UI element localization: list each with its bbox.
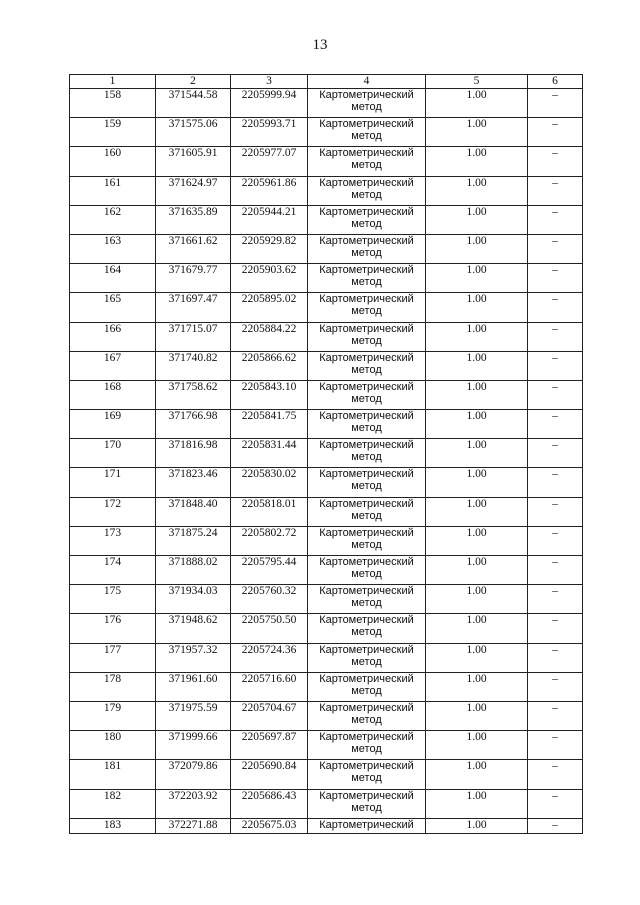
x-coordinate-cell: 371999.66 xyxy=(156,731,231,760)
table-row xyxy=(70,614,583,643)
method-cell xyxy=(308,89,426,118)
method-line-1: Картометрический xyxy=(319,701,414,714)
method-line-2: метод xyxy=(351,246,382,259)
note-cell: – xyxy=(528,731,583,760)
method-cell xyxy=(308,497,426,526)
note-cell: – xyxy=(528,380,583,409)
method-line-1: Картометрический xyxy=(319,468,414,481)
method-line-2: метод xyxy=(351,101,382,113)
method-line-1: Картометрический xyxy=(319,614,414,627)
method-cell xyxy=(308,556,426,585)
x-coordinate-cell: 372203.92 xyxy=(156,789,231,818)
accuracy-cell: 1.00 xyxy=(426,789,528,818)
x-coordinate-cell: 371697.47 xyxy=(156,293,231,322)
table-row xyxy=(70,701,583,730)
table-row xyxy=(70,118,583,147)
method-line-2: метод xyxy=(351,276,382,289)
y-coordinate-cell: 2205690.84 xyxy=(231,760,308,789)
table-header-row xyxy=(70,75,583,89)
table-row xyxy=(70,176,583,205)
y-coordinate-cell: 2205884.22 xyxy=(231,322,308,351)
y-coordinate-cell: 2205830.02 xyxy=(231,468,308,497)
method-line-2: метод xyxy=(351,509,382,522)
y-coordinate-cell: 2205760.32 xyxy=(231,585,308,614)
method-line-1: Картометрический xyxy=(319,234,414,247)
method-line-2: метод xyxy=(351,597,382,610)
point-number-cell: 171 xyxy=(70,468,156,497)
column-header-point-number: 1 xyxy=(70,75,156,89)
accuracy-cell: 1.00 xyxy=(426,234,528,263)
x-coordinate-cell: 371816.98 xyxy=(156,439,231,468)
table-row xyxy=(70,585,583,614)
table-row xyxy=(70,497,583,526)
method-line-1: Картометрический xyxy=(319,264,414,277)
accuracy-cell: 1.00 xyxy=(426,701,528,730)
point-number-cell: 177 xyxy=(70,643,156,672)
table-row xyxy=(70,264,583,293)
method-line-2: метод xyxy=(351,568,382,580)
method-line-1: Картометрический xyxy=(319,818,414,831)
note-cell: – xyxy=(528,614,583,643)
accuracy-cell: 1.00 xyxy=(426,818,528,833)
x-coordinate-cell: 371975.59 xyxy=(156,701,231,730)
point-number-cell: 179 xyxy=(70,701,156,730)
x-coordinate-cell: 371875.24 xyxy=(156,526,231,555)
method-cell xyxy=(308,643,426,672)
x-coordinate-cell: 371575.06 xyxy=(156,118,231,147)
point-number-cell: 163 xyxy=(70,234,156,263)
method-line-1: Картометрический xyxy=(319,380,414,393)
accuracy-cell: 1.00 xyxy=(426,556,528,585)
point-number-cell: 169 xyxy=(70,410,156,439)
point-number-cell: 181 xyxy=(70,760,156,789)
x-coordinate-cell: 371605.91 xyxy=(156,147,231,176)
y-coordinate-cell: 2205903.62 xyxy=(231,264,308,293)
x-coordinate-cell: 372271.88 xyxy=(156,818,231,833)
y-coordinate-cell: 2205944.21 xyxy=(231,205,308,234)
point-number-cell: 159 xyxy=(70,118,156,147)
method-cell xyxy=(308,205,426,234)
y-coordinate-cell: 2205841.75 xyxy=(231,410,308,439)
accuracy-cell: 1.00 xyxy=(426,468,528,497)
note-cell: – xyxy=(528,526,583,555)
method-cell xyxy=(308,760,426,789)
table-row xyxy=(70,293,583,322)
accuracy-cell: 1.00 xyxy=(426,410,528,439)
column-header-x: 2 xyxy=(156,75,231,89)
y-coordinate-cell: 2205831.44 xyxy=(231,439,308,468)
method-line-2: метод xyxy=(351,422,382,435)
point-number-cell: 170 xyxy=(70,439,156,468)
method-line-1: Картометрический xyxy=(319,118,414,131)
x-coordinate-cell: 371635.89 xyxy=(156,205,231,234)
point-number-cell: 161 xyxy=(70,176,156,205)
y-coordinate-cell: 2205724.36 xyxy=(231,643,308,672)
method-cell xyxy=(308,701,426,730)
method-cell xyxy=(308,176,426,205)
y-coordinate-cell: 2205977.07 xyxy=(231,147,308,176)
x-coordinate-cell: 371624.97 xyxy=(156,176,231,205)
accuracy-cell: 1.00 xyxy=(426,526,528,555)
method-line-2: метод xyxy=(351,363,382,376)
y-coordinate-cell: 2205795.44 xyxy=(231,556,308,585)
note-cell: – xyxy=(528,818,583,833)
method-line-2: метод xyxy=(351,392,382,405)
method-cell xyxy=(308,322,426,351)
accuracy-cell: 1.00 xyxy=(426,89,528,118)
method-cell xyxy=(308,380,426,409)
note-cell: – xyxy=(528,556,583,585)
method-line-2: метод xyxy=(351,743,382,756)
point-number-cell: 175 xyxy=(70,585,156,614)
point-number-cell: 172 xyxy=(70,497,156,526)
table-row xyxy=(70,731,583,760)
y-coordinate-cell: 2205961.86 xyxy=(231,176,308,205)
column-header-accuracy: 5 xyxy=(426,75,528,89)
accuracy-cell: 1.00 xyxy=(426,643,528,672)
note-cell: – xyxy=(528,672,583,701)
method-line-2: метод xyxy=(351,451,382,464)
method-line-2: метод xyxy=(351,130,382,143)
method-line-2: метод xyxy=(351,217,382,230)
method-cell xyxy=(308,264,426,293)
note-cell: – xyxy=(528,234,583,263)
table-row xyxy=(70,147,583,176)
accuracy-cell: 1.00 xyxy=(426,760,528,789)
y-coordinate-cell: 2205686.43 xyxy=(231,789,308,818)
method-cell xyxy=(308,585,426,614)
method-line-1: Картометрический xyxy=(319,205,414,218)
accuracy-cell: 1.00 xyxy=(426,264,528,293)
point-number-cell: 162 xyxy=(70,205,156,234)
accuracy-cell: 1.00 xyxy=(426,439,528,468)
method-line-2: метод xyxy=(351,334,382,347)
point-number-cell: 160 xyxy=(70,147,156,176)
method-line-1: Картометрический xyxy=(319,176,414,189)
table-row xyxy=(70,468,583,497)
note-cell: – xyxy=(528,118,583,147)
point-number-cell: 165 xyxy=(70,293,156,322)
method-cell xyxy=(308,147,426,176)
method-line-1: Картометрический xyxy=(319,760,414,773)
x-coordinate-cell: 371679.77 xyxy=(156,264,231,293)
accuracy-cell: 1.00 xyxy=(426,147,528,176)
column-header-y: 3 xyxy=(231,75,308,89)
y-coordinate-cell: 2205993.71 xyxy=(231,118,308,147)
y-coordinate-cell: 2205704.67 xyxy=(231,701,308,730)
accuracy-cell: 1.00 xyxy=(426,731,528,760)
method-line-2: метод xyxy=(351,538,382,551)
page-number: 13 xyxy=(312,37,328,53)
method-line-2: метод xyxy=(351,772,382,785)
table-body xyxy=(70,89,583,834)
method-cell xyxy=(308,818,426,833)
method-cell xyxy=(308,118,426,147)
column-header-note: 6 xyxy=(528,75,583,89)
table-row xyxy=(70,322,583,351)
method-cell xyxy=(308,526,426,555)
method-cell xyxy=(308,468,426,497)
x-coordinate-cell: 371961.60 xyxy=(156,672,231,701)
point-number-cell: 158 xyxy=(70,89,156,118)
method-line-2: метод xyxy=(351,159,382,172)
y-coordinate-cell: 2205866.62 xyxy=(231,351,308,380)
x-coordinate-cell: 371823.46 xyxy=(156,468,231,497)
accuracy-cell: 1.00 xyxy=(426,585,528,614)
table-row xyxy=(70,234,583,263)
y-coordinate-cell: 2205675.03 xyxy=(231,818,308,833)
x-coordinate-cell: 371888.02 xyxy=(156,556,231,585)
table-row xyxy=(70,672,583,701)
method-line-2: метод xyxy=(351,480,382,493)
method-line-1: Картометрический xyxy=(319,643,414,656)
note-cell: – xyxy=(528,205,583,234)
method-line-2: метод xyxy=(351,801,382,814)
accuracy-cell: 1.00 xyxy=(426,672,528,701)
x-coordinate-cell: 371948.62 xyxy=(156,614,231,643)
table-row xyxy=(70,380,583,409)
note-cell: – xyxy=(528,643,583,672)
note-cell: – xyxy=(528,351,583,380)
method-cell xyxy=(308,672,426,701)
method-line-1: Картометрический xyxy=(319,731,414,744)
method-line-1: Картометрический xyxy=(319,526,414,539)
table-row xyxy=(70,556,583,585)
y-coordinate-cell: 2205716.60 xyxy=(231,672,308,701)
x-coordinate-cell: 371544.58 xyxy=(156,89,231,118)
accuracy-cell: 1.00 xyxy=(426,118,528,147)
method-line-2: метод xyxy=(351,684,382,697)
x-coordinate-cell: 371758.62 xyxy=(156,380,231,409)
method-line-2: метод xyxy=(351,626,382,639)
y-coordinate-cell: 2205818.01 xyxy=(231,497,308,526)
accuracy-cell: 1.00 xyxy=(426,322,528,351)
x-coordinate-cell: 371740.82 xyxy=(156,351,231,380)
point-number-cell: 167 xyxy=(70,351,156,380)
method-cell xyxy=(308,614,426,643)
x-coordinate-cell: 371715.07 xyxy=(156,322,231,351)
table-row xyxy=(70,760,583,789)
method-cell xyxy=(308,731,426,760)
point-number-cell: 180 xyxy=(70,731,156,760)
note-cell: – xyxy=(528,147,583,176)
note-cell: – xyxy=(528,439,583,468)
table-row xyxy=(70,410,583,439)
note-cell: – xyxy=(528,468,583,497)
note-cell: – xyxy=(528,293,583,322)
table-row xyxy=(70,818,583,833)
note-cell: – xyxy=(528,264,583,293)
table-row xyxy=(70,526,583,555)
method-line-2: метод xyxy=(351,188,382,201)
method-line-1: Картометрический xyxy=(319,585,414,598)
point-number-cell: 173 xyxy=(70,526,156,555)
table-row xyxy=(70,351,583,380)
note-cell: – xyxy=(528,585,583,614)
y-coordinate-cell: 2205843.10 xyxy=(231,380,308,409)
note-cell: – xyxy=(528,789,583,818)
method-line-1: Картометрический xyxy=(319,351,414,364)
x-coordinate-cell: 371848.40 xyxy=(156,497,231,526)
table-row xyxy=(70,89,583,118)
table-row xyxy=(70,439,583,468)
method-cell xyxy=(308,293,426,322)
note-cell: – xyxy=(528,497,583,526)
column-header-method: 4 xyxy=(308,75,426,89)
note-cell: – xyxy=(528,176,583,205)
method-line-1: Картометрический xyxy=(319,293,414,306)
accuracy-cell: 1.00 xyxy=(426,614,528,643)
note-cell: – xyxy=(528,322,583,351)
y-coordinate-cell: 2205999.94 xyxy=(231,89,308,118)
point-number-cell: 164 xyxy=(70,264,156,293)
x-coordinate-cell: 371661.62 xyxy=(156,234,231,263)
method-line-2: метод xyxy=(351,305,382,318)
method-line-1: Картометрический xyxy=(319,556,414,568)
accuracy-cell: 1.00 xyxy=(426,176,528,205)
table-row xyxy=(70,643,583,672)
coordinates-table xyxy=(69,74,583,834)
method-line-1: Картометрический xyxy=(319,89,414,101)
point-number-cell: 166 xyxy=(70,322,156,351)
accuracy-cell: 1.00 xyxy=(426,293,528,322)
y-coordinate-cell: 2205895.02 xyxy=(231,293,308,322)
y-coordinate-cell: 2205750.50 xyxy=(231,614,308,643)
x-coordinate-cell: 372079.86 xyxy=(156,760,231,789)
note-cell: – xyxy=(528,410,583,439)
x-coordinate-cell: 371766.98 xyxy=(156,410,231,439)
y-coordinate-cell: 2205802.72 xyxy=(231,526,308,555)
accuracy-cell: 1.00 xyxy=(426,351,528,380)
point-number-cell: 176 xyxy=(70,614,156,643)
method-line-1: Картометрический xyxy=(319,672,414,685)
table-row xyxy=(70,205,583,234)
x-coordinate-cell: 371934.03 xyxy=(156,585,231,614)
note-cell: – xyxy=(528,760,583,789)
accuracy-cell: 1.00 xyxy=(426,205,528,234)
x-coordinate-cell: 371957.32 xyxy=(156,643,231,672)
method-line-1: Картометрический xyxy=(319,497,414,510)
method-line-2: метод xyxy=(351,713,382,726)
table-row xyxy=(70,789,583,818)
point-number-cell: 178 xyxy=(70,672,156,701)
method-cell xyxy=(308,439,426,468)
method-line-1: Картометрический xyxy=(319,410,414,423)
method-cell xyxy=(308,410,426,439)
method-cell xyxy=(308,789,426,818)
point-number-cell: 183 xyxy=(70,818,156,833)
method-cell xyxy=(308,234,426,263)
point-number-cell: 168 xyxy=(70,380,156,409)
method-cell xyxy=(308,351,426,380)
point-number-cell: 182 xyxy=(70,789,156,818)
method-line-2: метод xyxy=(351,655,382,668)
accuracy-cell: 1.00 xyxy=(426,497,528,526)
method-line-1: Картометрический xyxy=(319,439,414,452)
accuracy-cell: 1.00 xyxy=(426,380,528,409)
method-line-1: Картометрический xyxy=(319,147,414,160)
note-cell: – xyxy=(528,89,583,118)
method-line-1: Картометрический xyxy=(319,322,414,335)
note-cell: – xyxy=(528,701,583,730)
y-coordinate-cell: 2205929.82 xyxy=(231,234,308,263)
point-number-cell: 174 xyxy=(70,556,156,585)
y-coordinate-cell: 2205697.87 xyxy=(231,731,308,760)
method-line-1: Картометрический xyxy=(319,789,414,802)
